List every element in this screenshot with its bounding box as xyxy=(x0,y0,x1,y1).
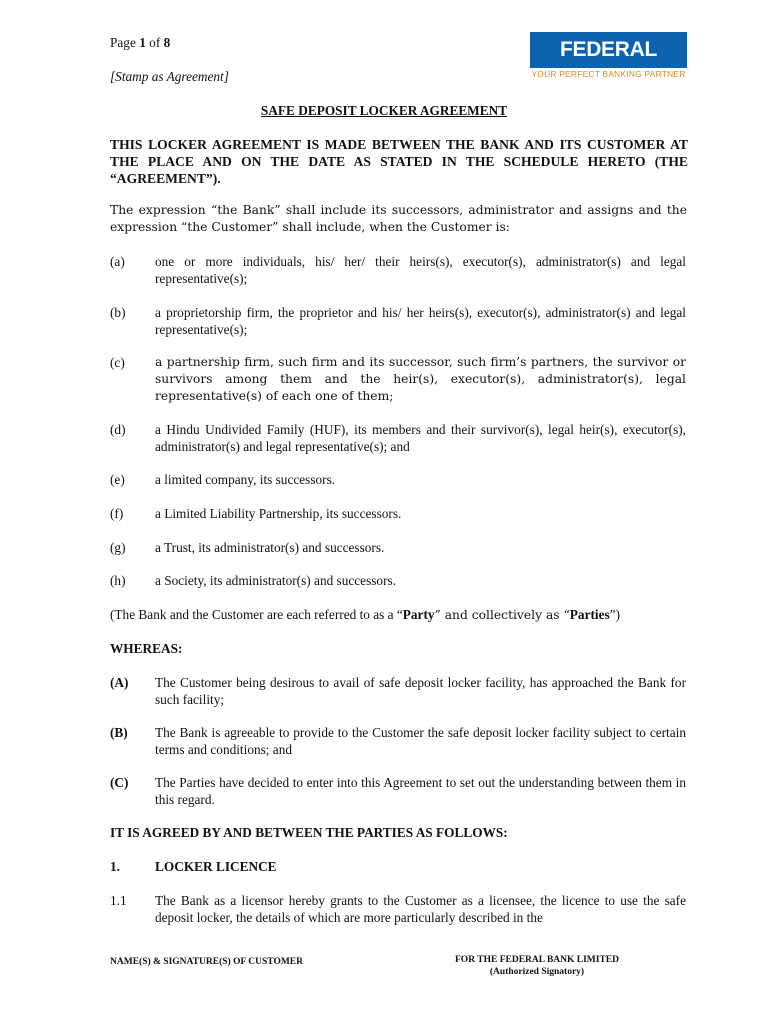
clause-text: The Bank as a licensor hereby grants to the Customer as a licensee, the licence to use the safe deposit locker, the details of which are more particularly described in the xyxy=(155,893,686,925)
recital-text: The Parties have decided to enter into this Agreement to set out the understanding between them in this regard. xyxy=(155,775,686,807)
party-term: Party xyxy=(402,607,435,622)
list-item-text: a Trust, its administrator(s) and successors. xyxy=(155,540,385,555)
recital-label: (A) xyxy=(110,675,129,690)
list-item-label: (h) xyxy=(110,573,126,588)
expression-paragraph: The expression “the Bank” shall include its successors, administrator and assigns and the expression “the Customer” shall include, when the Customer is: xyxy=(110,203,687,234)
list-item-text: a Hindu Undivided Family (HUF), its members and their survivor(s), legal heir(s), executor(s), administrator(s) and legal representative(s); and xyxy=(155,422,686,454)
section-title: LOCKER LICENCE xyxy=(155,859,277,874)
authorized-signatory-label: (Authorized Signatory) xyxy=(489,967,585,977)
parties-term: Parties xyxy=(569,607,610,622)
page-total: 8 xyxy=(163,35,171,50)
list-item-label: (f) xyxy=(110,506,124,521)
bank-signature-label: FOR THE FEDERAL BANK LIMITED xyxy=(455,955,619,965)
list-item-text: a Limited Liability Partnership, its successors. xyxy=(155,506,402,521)
page-current: 1 xyxy=(139,35,146,50)
clause-number: 1.1 xyxy=(110,893,127,908)
agreed-heading: IT IS AGREED BY AND BETWEEN THE PARTIES AS FOLLOWS: xyxy=(110,825,508,840)
logo-name: FEDERAL BANK xyxy=(530,32,687,68)
intro-paragraph: THIS LOCKER AGREEMENT IS MADE BETWEEN THE BANK AND ITS CUSTOMER AT THE PLACE AND ON THE DATE AS STATED IN THE SCHEDULE HERETO (THE “AGREEMENT”). xyxy=(110,137,688,186)
party-definition xyxy=(110,606,687,624)
party-note-prefix: (The Bank and the Customer are each referred to as a “ xyxy=(110,607,403,622)
list-item-label: (e) xyxy=(110,472,125,487)
recital-text: The Bank is agreeable to provide to the Customer the safe deposit locker facility subject to certain terms and conditions; and xyxy=(155,725,686,757)
party-note-suffix: ”) xyxy=(609,607,621,622)
logo-tagline: YOUR PERFECT BANKING PARTNER xyxy=(531,69,686,79)
list-item-text: a proprietorship firm, the proprietor and his/ her heirs(s), executor(s), administrator(s) and legal representative(s); xyxy=(155,305,686,337)
list-item-label: (c) xyxy=(110,355,125,370)
whereas-heading: WHEREAS: xyxy=(110,641,183,656)
list-item-label: (d) xyxy=(110,422,126,437)
party-note-middle: ” and collectively as “ xyxy=(434,608,570,622)
recital-label: (C) xyxy=(110,775,129,790)
stamp-note: [Stamp as Agreement] xyxy=(110,69,229,84)
page-prefix: Page xyxy=(110,35,136,50)
recital-label: (B) xyxy=(110,725,128,740)
federal-bank-logo xyxy=(530,32,687,97)
list-item-text: a limited company, its successors. xyxy=(155,472,336,487)
page-number xyxy=(110,34,170,51)
list-item-label: (a) xyxy=(110,254,125,269)
recital-text: The Customer being desirous to avail of safe deposit locker facility, has approached the Bank for such facility; xyxy=(155,675,686,707)
customer-signature-label: NAME(S) & SIGNATURE(S) OF CUSTOMER xyxy=(110,957,304,967)
list-item-label: (b) xyxy=(110,305,126,320)
list-item-text: one or more individuals, his/ her/ their heirs(s), executor(s), administrator(s) and legal representative(s); xyxy=(155,254,686,286)
page-of: of xyxy=(149,35,161,50)
list-item-text: a partnership firm, such firm and its successor, such firm’s partners, the survivor or survivors among them and the heir(s), executor(s), administrator(s), legal representative(s) of each one of them; xyxy=(155,355,686,403)
document-title: SAFE DEPOSIT LOCKER AGREEMENT xyxy=(260,103,508,118)
bank-signature-block xyxy=(448,954,626,978)
section-number: 1. xyxy=(110,859,120,874)
list-item-label: (g) xyxy=(110,540,126,555)
list-item-text: a Society, its administrator(s) and successors. xyxy=(155,573,397,588)
